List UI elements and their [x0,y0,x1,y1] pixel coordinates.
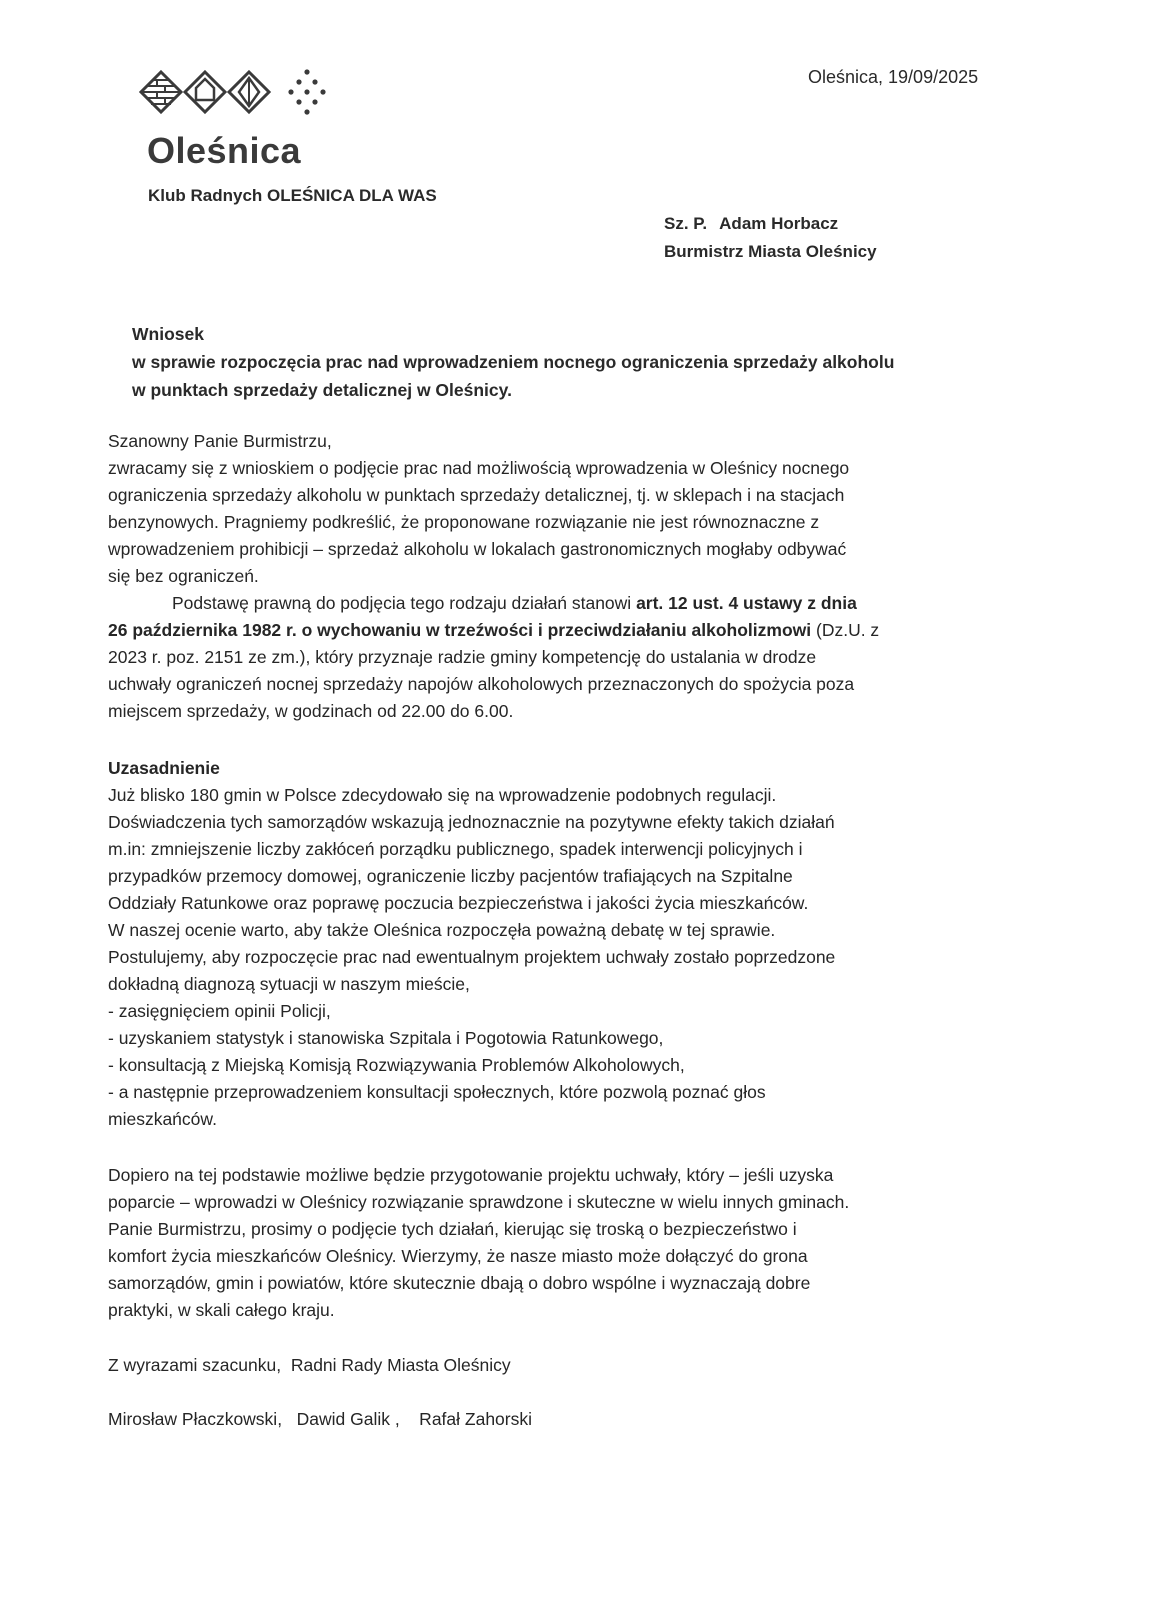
regards-line [108,1352,1008,1379]
club-name: Klub Radnych OLEŚNICA DLA WAS [148,186,437,205]
intro-line: zwracamy się z wnioskiem o podjęcie prac nad możliwością wprowadzenia w Oleśnicy nocnego [108,458,850,478]
intro-line: benzynowych. Pragniemy podkreślić, że proponowane rozwiązanie nie jest równoznaczne z [108,512,820,532]
justification-line: Postulujemy, aby rozpoczęcie prac nad ewentualnym projektem uchwały zostało poprzedzone [108,947,836,967]
legal-act-ref: art. 12 ust. 4 ustawy z dnia [636,593,857,613]
olesnica-logo [139,66,339,176]
justification-line: Już blisko 180 gmin w Polsce zdecydowało się na wprowadzenie podobnych regulacji. [108,785,777,805]
justification-line: m.in: zmniejszenie liczby zakłóceń porządku publicznego, spadek interwencji policyjnych i [108,839,803,859]
justification-line: Oddziały Ratunkowe oraz poprawę poczucia bezpieczeństwa i jakości życia mieszkańców. [108,893,809,913]
justification-heading: Uzasadnienie [108,758,220,778]
justification-section [108,755,1008,1133]
justification-bullet: - a następnie przeprowadzeniem konsultacji społecznych, które pozwolą poznać głos [108,1082,766,1102]
closing-line: Panie Burmistrzu, prosimy o podjęcie tych działań, kierując się troską o bezpieczeństwo i [108,1219,797,1239]
legal-line-1 [108,590,1008,617]
addressee-title: Burmistrz Miasta Oleśnicy [664,242,877,261]
closing-line: Dopiero na tej podstawie możliwe będzie przygotowanie projektu uchwały, który – jeśli uzyska [108,1165,834,1185]
justification-line: Doświadczenia tych samorządów wskazują jednoznacznie na pozytywne efekty takich działań [108,812,835,832]
closing-line: praktyki, w skali całego kraju. [108,1300,335,1320]
legal-line-2 [108,617,1008,644]
subject-line-2: w sprawie rozpoczęcia prac nad wprowadzeniem nocnego ograniczenia sprzedaży alkoholu [132,352,895,372]
justification-line: W naszej ocenie warto, aby także Oleśnica rozpoczęła poważną debatę w tej sprawie. [108,920,776,940]
subject-line-1: Wniosek [132,324,204,344]
legal-act-title: 26 października 1982 r. o wychowaniu w trzeźwości i przeciwdziałaniu alkoholizmowi [108,620,812,640]
legal-line-3: 2023 r. poz. 2151 ze zm.), który przyznaje radzie gminy kompetencję do ustalania w drodze [108,647,817,667]
intro-line: ograniczenia sprzedaży alkoholu w punktach sprzedaży detalicznej, tj. w sklepach i na stacjach [108,485,845,505]
closing-paragraph [108,1162,1008,1324]
regards-text: Z wyrazami szacunku, Radni Rady Miasta Oleśnicy [108,1355,511,1375]
olesnica-emblem-icon [139,66,339,126]
intro-paragraph [108,428,1008,725]
signatories-line [108,1406,1008,1433]
closing-line: poparcie – wprowadzi w Oleśnicy rozwiązanie sprawdzone i skuteczne w wielu innych gminach. [108,1192,850,1212]
legal-line-4: uchwały ograniczeń nocnej sprzedaży napojów alkoholowych przeznaczonych do spożycia poza [108,674,855,694]
justification-line: dokładną diagnozą sytuacji w naszym mieście, [108,974,470,994]
justification-bullet: - zasięgnięciem opinii Policji, [108,1001,331,1021]
letter-date: Oleśnica, 19/09/2025 [808,67,979,87]
addressee-block [664,210,877,266]
intro-line: wprowadzeniem prohibicji – sprzedaż alkoholu w lokalach gastronomicznych mogłaby odbywać [108,539,847,559]
justification-line: mieszkańców. [108,1109,217,1129]
logo-wordmark: Oleśnica [147,130,302,171]
legal-text: (Dz.U. z [811,620,880,640]
closing-line: komfort życia mieszkańców Oleśnicy. Wierzymy, że nasze miasto może dołączyć do grona [108,1246,808,1266]
closing-line: samorządów, gmin i powiatów, które skutecznie dbają o dobro wspólne i wyznaczają dobre [108,1273,811,1293]
legal-line-5: miejscem sprzedaży, w godzinach od 22.00 do 6.00. [108,701,514,721]
justification-bullet: - uzyskaniem statystyk i stanowiska Szpitala i Pogotowia Ratunkowego, [108,1028,664,1048]
addressee-name-line [664,210,877,238]
justification-bullet: - konsultacją z Miejską Komisją Rozwiązywania Problemów Alkoholowych, [108,1055,685,1075]
salutation: Szanowny Panie Burmistrzu, [108,431,332,451]
addressee-name: Adam Horbacz [719,214,839,233]
legal-text: Podstawę prawną do podjęcia tego rodzaju działań stanowi [172,593,637,613]
signatories-names: Mirosław Płaczkowski, Dawid Galik , Rafał Zahorski [108,1409,532,1429]
subject-line-3: w punktach sprzedaży detalicznej w Oleśnicy. [132,380,512,400]
intro-line: się bez ograniczeń. [108,566,259,586]
justification-line: przypadków przemocy domowej, ograniczenie liczby pacjentów trafiających na Szpitalne [108,866,793,886]
addressee-prefix: Sz. P. [664,214,708,233]
subject-block [132,320,894,404]
